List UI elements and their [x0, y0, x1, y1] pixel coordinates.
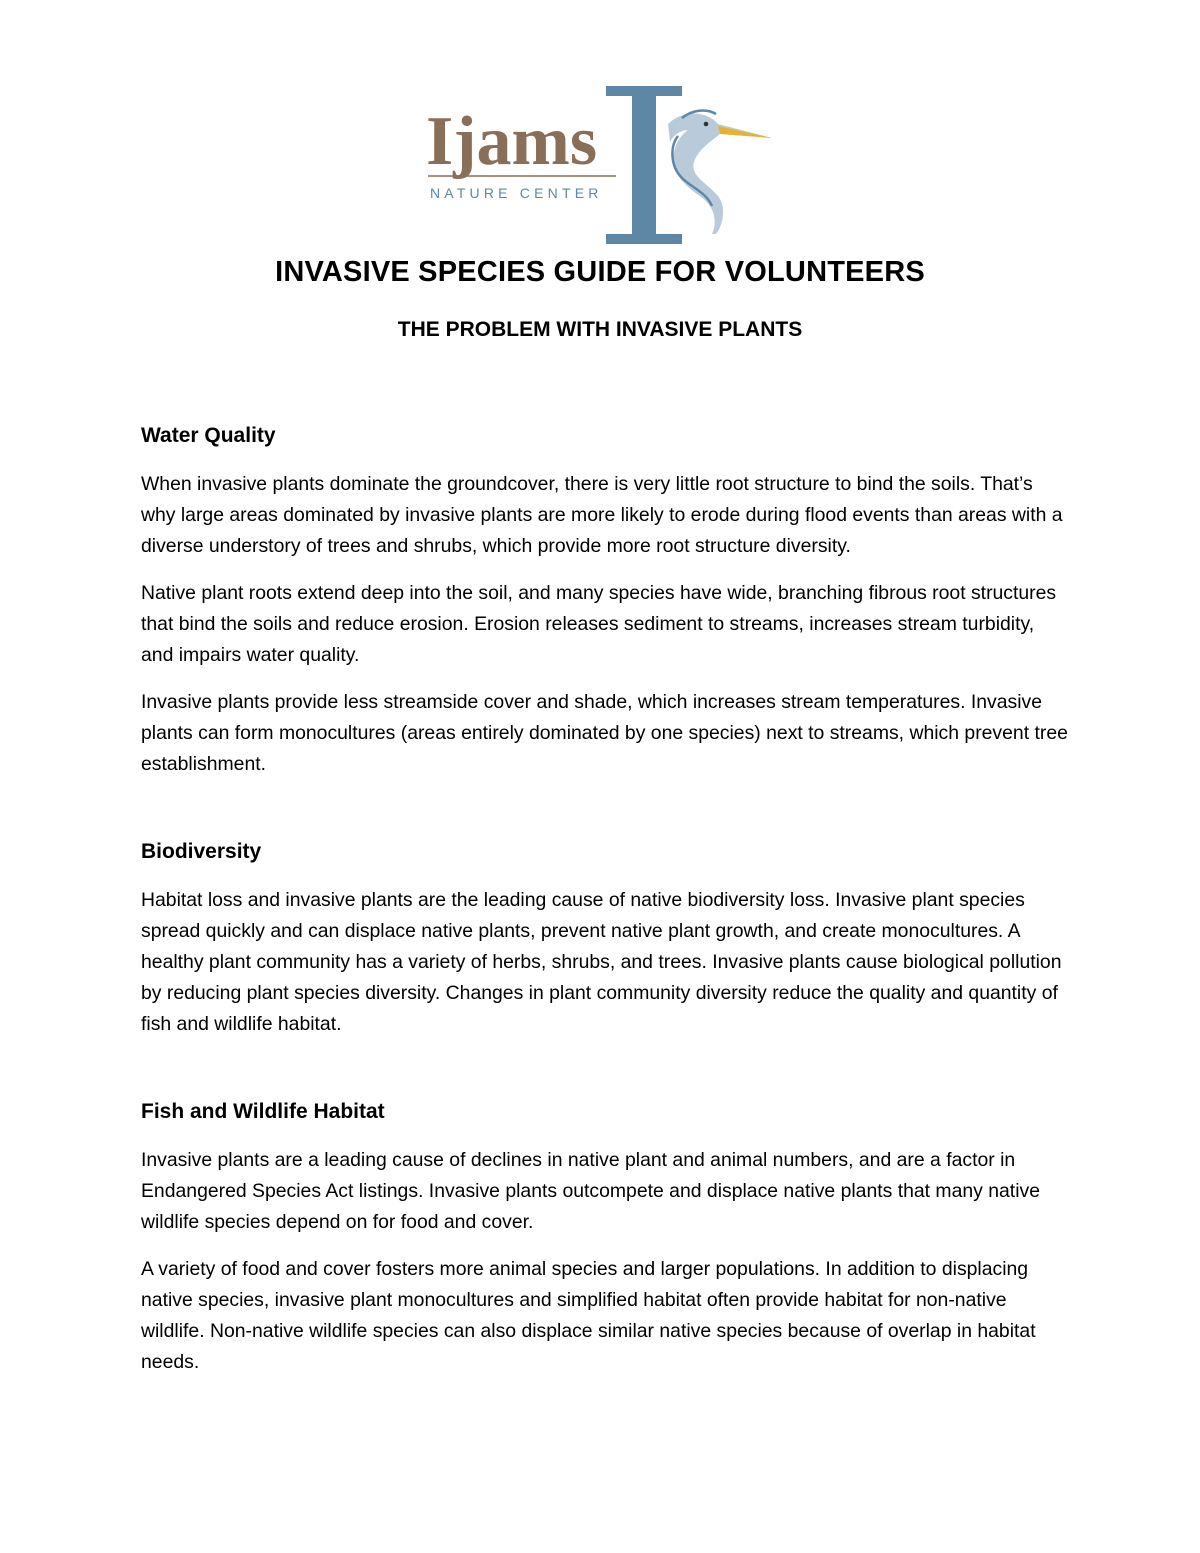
- section-fish-wildlife-habitat: [141, 1096, 1071, 1378]
- paragraph: When invasive plants dominate the groundcover, there is very little root structure to bind the soils. That’s why large areas dominated by invasive plants are more likely to erode during flood events than areas with a diverse understory of trees and shrubs, which provide more root structure diversity.: [141, 473, 1063, 557]
- section-heading: Biodiversity: [141, 840, 262, 863]
- paragraph: Invasive plants provide less streamside cover and shade, which increases stream temperatures. Invasive plants can form monocultures (areas entirely dominated by one species) next to streams, which prevent tree establishment.: [141, 691, 1068, 775]
- section-heading: Water Quality: [141, 424, 276, 447]
- document-body: [141, 420, 1071, 1394]
- logo-tagline: NATURE CENTER: [430, 185, 603, 201]
- paragraph: Habitat loss and invasive plants are the leading cause of native biodiversity loss. Invasive plant species spread quickly and can displace native plants, prevent native plant growth, and create monocultures. A healthy plant community has a variety of herbs, shrubs, and trees. Invasive plants cause biological pollution by reducing plant species diversity. Changes in plant community diversity reduce the quality and quantity of fish and wildlife habitat.: [141, 889, 1062, 1035]
- paragraph: Native plant roots extend deep into the soil, and many species have wide, branching fibrous root structures that bind the soils and reduce erosion. Erosion releases sediment to streams, increases stream turbidity, and impairs water quality.: [141, 582, 1057, 666]
- document-subtitle: THE PROBLEM WITH INVASIVE PLANTS: [397, 318, 803, 341]
- logo-letter-i-shape: [606, 86, 682, 244]
- heron-eye-icon: [704, 122, 709, 127]
- ijams-logo: [420, 84, 780, 246]
- section-biodiversity: [141, 836, 1071, 1040]
- paragraph: A variety of food and cover fosters more animal species and larger populations. In addition to displacing native species, invasive plant monocultures and simplified habitat often provide habitat for non-native wildlife. Non-native wildlife species can also displace similar native species because of overlap in habitat needs.: [141, 1258, 1036, 1373]
- document-title: INVASIVE SPECIES GUIDE FOR VOLUNTEERS: [275, 256, 925, 288]
- section-water-quality: [141, 420, 1071, 780]
- section-heading: Fish and Wildlife Habitat: [141, 1100, 385, 1123]
- logo-wordmark: Ijams: [426, 103, 598, 180]
- paragraph: Invasive plants are a leading cause of declines in native plant and animal numbers, and are a factor in Endangered Species Act listings. Invasive plants outcompete and displace native plants that many native wildlife species depend on for food and cover.: [141, 1149, 1040, 1233]
